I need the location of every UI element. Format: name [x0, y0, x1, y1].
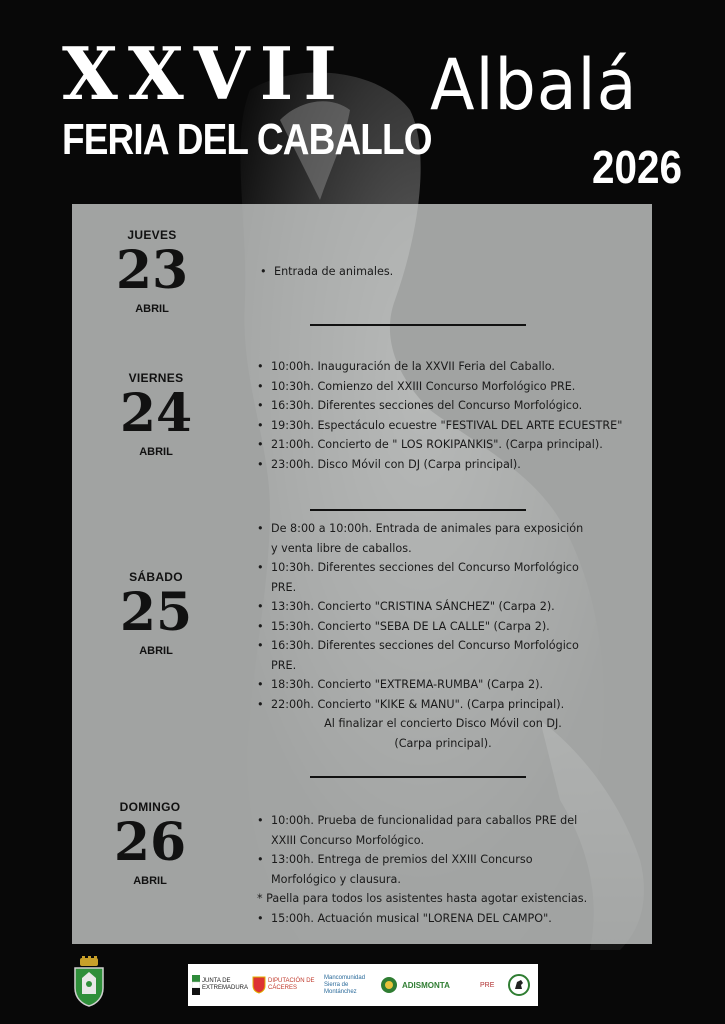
day-weekday: VIERNES: [128, 371, 184, 385]
event-item: • 10:00h. Inauguración de la XXVII Feria del Caballo.: [257, 357, 647, 377]
divider-line: [310, 324, 526, 326]
sponsor-diputacion-text: DIPUTACIÓN DE CÁCERES: [268, 978, 315, 991]
day-month: ABRIL: [139, 446, 173, 458]
day-month: ABRIL: [133, 875, 167, 887]
diputacion-shield-icon: [252, 976, 266, 994]
event-item: • 16:30h. Diferentes secciones del Concurso Morfológico.: [257, 396, 647, 416]
sponsor-junta-logo: [192, 975, 248, 995]
junta-flag-icon: [192, 975, 200, 995]
sponsor-pre-logo: [480, 982, 504, 989]
day-number: 24: [119, 383, 193, 444]
event-item: • 22:00h. Concierto "KIKE & MANU". (Carpa principal).: [257, 695, 629, 715]
sponsor-adismonta-logo: [402, 982, 476, 989]
event-item: • De 8:00 a 10:00h. Entrada de animales para exposición: [257, 519, 629, 539]
day-month: ABRIL: [139, 645, 173, 657]
day-block-thursday: [72, 228, 232, 315]
sponsor-diputacion-logo: [252, 976, 320, 994]
event-item: y venta libre de caballos.: [271, 541, 412, 555]
day-weekday: JUEVES: [127, 228, 177, 242]
sponsor-junta-text: JUNTA DE EXTREMADURA: [202, 978, 249, 991]
event-item: Al finalizar el concierto Disco Móvil con DJ.: [324, 717, 562, 730]
event-item: * Paella para todos los asistentes hasta agotar existencias.: [257, 892, 588, 905]
event-item: XXIII Concurso Morfológico.: [271, 833, 424, 847]
day-block-sunday: [70, 800, 230, 887]
sponsor-mancomunidad-logo: [324, 975, 376, 996]
day-number: 25: [119, 582, 193, 643]
event-item: (Carpa principal).: [394, 736, 492, 750]
sponsor-round-green-icon: [380, 976, 398, 994]
divider-line: [310, 509, 526, 511]
sponsor-mancomunidad-text: Mancomunidad Sierra de Montánchez: [324, 974, 366, 995]
town-title: Albalá: [430, 44, 638, 126]
event-item: • Entrada de animales.: [260, 262, 630, 282]
day-weekday: DOMINGO: [119, 800, 181, 814]
event-item: • 10:00h. Prueba de funcionalidad para caballos PRE del: [257, 811, 647, 831]
events-sunday: [257, 811, 647, 928]
event-item: PRE.: [271, 580, 297, 594]
event-item: • 10:30h. Diferentes secciones del Concurso Morfológico: [257, 558, 629, 578]
day-number: 23: [115, 240, 189, 301]
event-item: • 19:30h. Espectáculo ecuestre "FESTIVAL DEL ARTE ECUESTRE": [257, 416, 647, 436]
event-item: • 10:30h. Comienzo del XXIII Concurso Morfológico PRE.: [257, 377, 647, 397]
events-saturday: [257, 519, 629, 753]
events-friday: [257, 357, 647, 474]
sponsor-pre-text: PRE: [480, 981, 495, 989]
event-item: • 21:00h. Concierto de " LOS ROKIPANKIS". (Carpa principal).: [257, 435, 647, 455]
day-number: 26: [113, 812, 187, 873]
event-item: • 18:30h. Concierto "EXTREMA-RUMBA" (Carpa 2).: [257, 675, 629, 695]
day-weekday: SÁBADO: [129, 570, 183, 584]
events-thursday: [260, 262, 630, 282]
day-month: ABRIL: [135, 303, 169, 315]
event-item: • 13:00h. Entrega de premios del XXIII Concurso: [257, 850, 647, 870]
sponsor-horse-emblem-icon: [508, 974, 530, 996]
sponsor-adismonta-text: ADISMONTA: [402, 980, 450, 990]
event-item: PRE.: [271, 658, 297, 672]
day-block-friday: [76, 371, 236, 458]
event-item: • 23:00h. Disco Móvil con DJ (Carpa principal).: [257, 455, 647, 475]
divider-line: [310, 776, 526, 778]
event-item: Morfológico y clausura.: [271, 872, 401, 886]
event-item: • 15:30h. Concierto "SEBA DE LA CALLE" (Carpa 2).: [257, 617, 629, 637]
year-title: 2026: [592, 141, 683, 193]
town-crest-icon: [70, 956, 108, 1008]
sponsor-logos-bar: [188, 964, 538, 1006]
event-title: FERIA DEL CABALLO: [62, 115, 432, 164]
event-item: • 16:30h. Diferentes secciones del Concurso Morfológico: [257, 636, 629, 656]
event-item: • 15:00h. Actuación musical "LORENA DEL CAMPO".: [257, 909, 647, 929]
event-item: • 13:30h. Concierto "CRISTINA SÁNCHEZ" (Carpa 2).: [257, 597, 629, 617]
edition-title: XXVII: [62, 31, 347, 116]
day-block-saturday: [76, 570, 236, 657]
